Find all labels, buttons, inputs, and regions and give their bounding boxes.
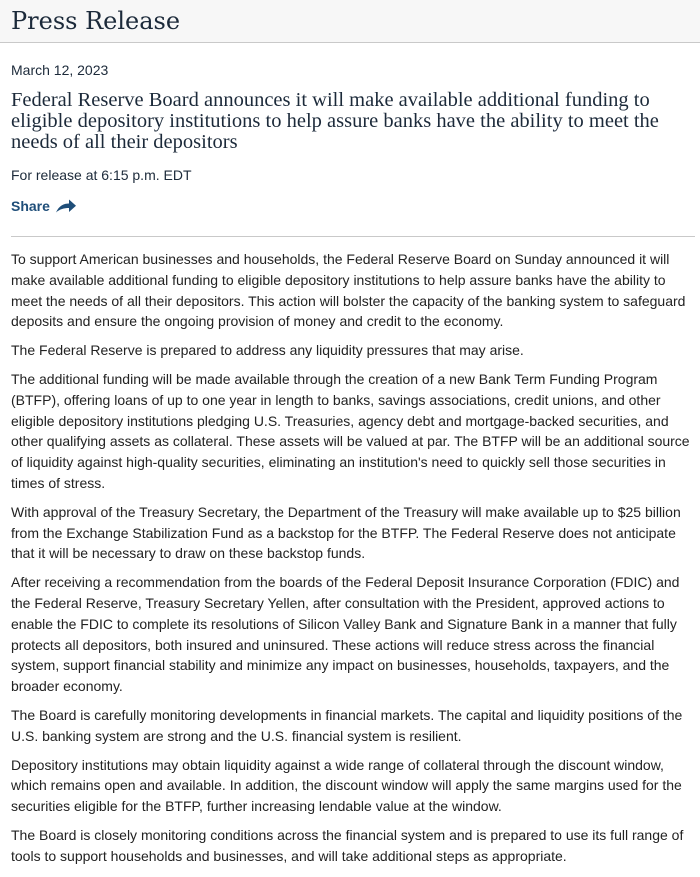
body-paragraph: The Federal Reserve is prepared to address any liquidity pressures that may arise.	[11, 342, 524, 359]
body-paragraph: With approval of the Treasury Secretary, the Department of the Treasury will make available up to $25 billion from the Exchange Stabilization Fund as a backstop for the BTFP. The Federal Reserve does not anticipate that it will be necessary to draw on these backstop funds.	[11, 503, 681, 562]
share-arrow-icon	[55, 198, 77, 214]
release-headline: Federal Reserve Board announces it will make available additional funding to eligible depository institutions to help assure banks have the ability to meet the needs of all their depositors	[11, 89, 659, 153]
page-title: Press Release	[11, 7, 181, 35]
body-paragraph: The Board is closely monitoring conditions across the financial system and is prepared to use its full range of tools to support households and businesses, and will take additional steps as appropriate.	[11, 826, 684, 864]
release-body	[11, 249, 697, 875]
body-paragraph: To support American businesses and households, the Federal Reserve Board on Sunday announced it will make available additional funding to eligible depository institutions to help assure banks have the ability to meet the needs of all their depositors. This action will bolster the capacity of the banking system to safeguard deposits and ensure the ongoing provision of money and credit to the economy.	[11, 251, 686, 330]
body-paragraph: After receiving a recommendation from the boards of the Federal Deposit Insurance Corporation (FDIC) and the Federal Reserve, Treasury Secretary Yellen, after consultation with the President, approved actions to enable the FDIC to complete its resolutions of Silicon Valley Bank and Signature Bank in a manner that fully protects all depositors, both insured and uninsured. These actions will reduce stress across the financial system, support financial stability and minimize any impact on businesses, households, taxpayers, and the broader economy.	[11, 574, 680, 695]
release-time: For release at 6:15 p.m. EDT	[11, 167, 192, 183]
share-button[interactable]	[11, 197, 77, 215]
share-label: Share	[11, 198, 50, 214]
release-date: March 12, 2023	[11, 62, 109, 78]
body-paragraph: Depository institutions may obtain liquidity against a wide range of collateral through the discount window, which remains open and available. In addition, the discount window will apply the same margins used for the securities eligible for the BTFP, further increasing lendable value at the window.	[11, 756, 682, 815]
page-header	[0, 0, 700, 43]
body-paragraph: The Board is carefully monitoring developments in financial markets. The capital and liquidity positions of the U.S. banking system are strong and the U.S. financial system is resilient.	[11, 706, 683, 744]
section-divider	[11, 236, 695, 237]
body-paragraph: The additional funding will be made available through the creation of a new Bank Term Funding Program (BTFP), offering loans of up to one year in length to banks, savings associations, credit unions, and other eligible depository institutions pledging U.S. Treasuries, agency debt and mortgage-backed securities, and other qualifying assets as collateral. These assets will be valued at par. The BTFP will be an additional source of liquidity against high-quality securities, eliminating an institution's need to quickly sell those securities in times of stress.	[11, 370, 690, 491]
